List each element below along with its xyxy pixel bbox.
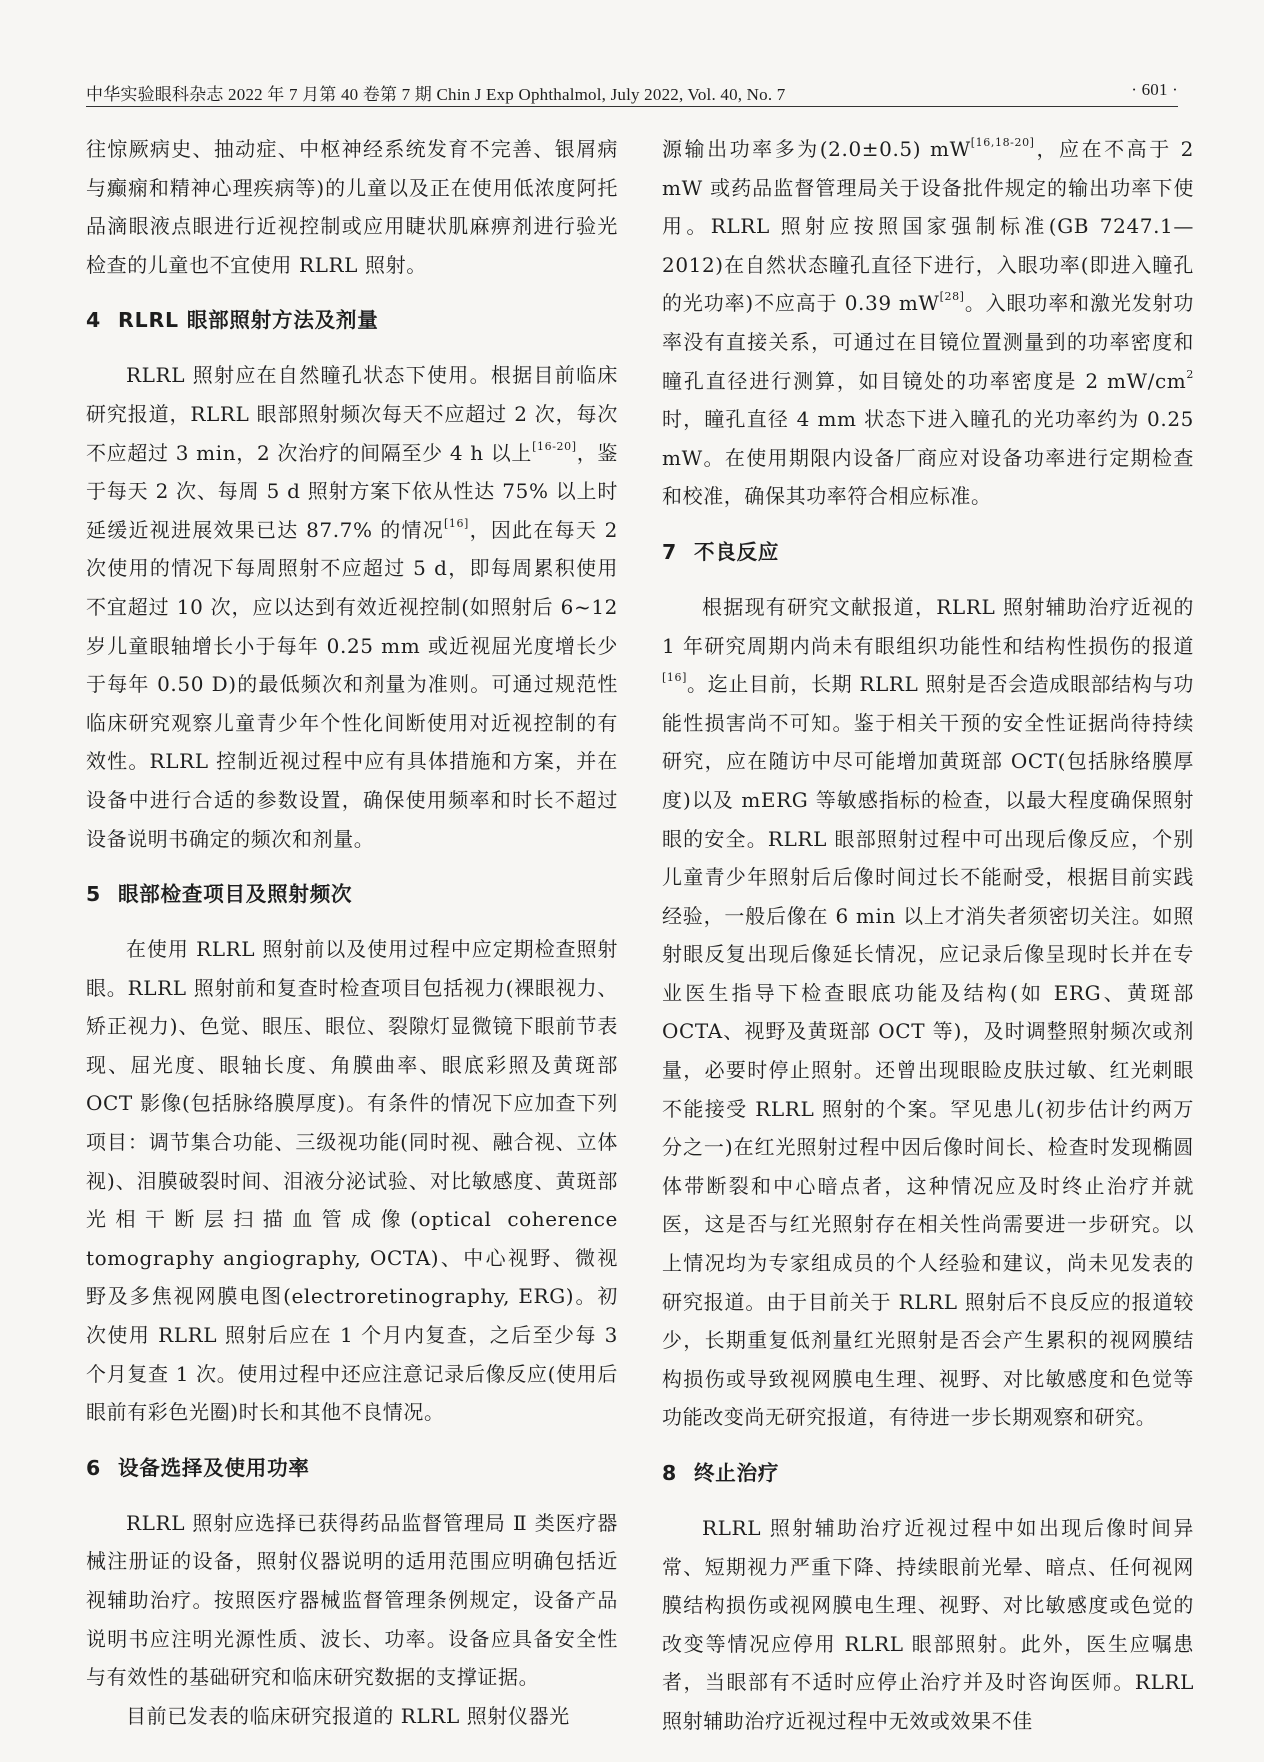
citation-ref: [16] <box>443 516 469 530</box>
paragraph-dosage: RLRL 照射应在自然瞳孔状态下使用。根据目前临床研究报道，RLRL 眼部照射频次每天不应超过 2 次，每次不应超过 3 min，2 次治疗的间隔至少 4 h 以上[16-20]，鉴于每天 2 次、每周 5 d 照射方案下依从性达 75% 以上时延缓近视进展效果已达 87.7% 的情况[16]，因此在每天 2 次使用的情况下每周照射不应超过 5 d，即每周累积使用不宜超过 10 次，应以达到有效近视控制(如照射后 6~12 岁儿童眼轴增长小于每年 0.25 mm 或近视屈光度增长少于每年 0.50 D)的最低频次和剂量为准则。可通过规范性临床研究观察儿童青少年个性化间断使用对近视控制的有效性。RLRL 控制近视过程中应有具体措施和方案，并在设备中进行合适的参数设置，确保使用频率和时长不超过设备说明书确定的频次和剂量。 <box>86 363 618 851</box>
section-title: RLRL 眼部照射方法及剂量 <box>118 308 379 333</box>
section-number: 8 <box>662 1461 678 1485</box>
right-column <box>662 130 1194 1741</box>
paragraph-examinations: 在使用 RLRL 照射前以及使用过程中应定期检查照射眼。RLRL 照射前和复查时检查项目包括视力(裸眼视力、矫正视力)、色觉、眼压、眼位、裂隙灯显微镜下眼前节表现、屈光度、眼轴长度、角膜曲率、眼底彩照及黄斑部 OCT 影像(包括脉络膜厚度)。有条件的情况下应加查下列项目：调节集合功能、三级视功能(同时视、融合视、立体视)、泪膜破裂时间、泪液分泌试验、对比敏感度、黄斑部光相干断层扫描血管成像(optical coherence tomography angiography, OCTA)、中心视野、微视野及多焦视网膜电图(electroretinography, ERG)。初次使用 RLRL 照射后应在 1 个月内复查，之后至少每 3 个月复查 1 次。使用过程中还应注意记录后像反应(使用后眼前有彩色光圈)时长和其他不良情况。 <box>86 937 618 1425</box>
section-7-heading <box>662 538 1194 566</box>
section-8-heading <box>662 1459 1194 1487</box>
running-header <box>86 78 1178 107</box>
superscript-exponent: 2 <box>1186 367 1194 381</box>
section-title: 眼部检查项目及照射频次 <box>118 882 353 907</box>
section-4-heading <box>86 306 618 334</box>
section-number: 4 <box>86 308 102 333</box>
page-number: · 601 · <box>1131 80 1178 99</box>
left-column <box>86 130 618 1735</box>
section-6-heading <box>86 1454 618 1482</box>
journal-citation: 中华实验眼科杂志 2022 年 7 月第 40 卷第 7 期 Chin J Exp Ophthalmol, July 2022, Vol. 40, No. 7 <box>86 85 786 104</box>
citation-ref: [16,18-20] <box>970 136 1035 149</box>
paragraph-device-power-start: 目前已发表的临床研究报道的 RLRL 照射仪器光 <box>126 1703 570 1728</box>
paragraph-contraindications-end: 往惊厥病史、抽动症、中枢神经系统发育不完善、银屑病与癫痫和精神心理疾病等)的儿童以及正在使用低浓度阿托品滴眼液点眼进行近视控制或应用睫状肌麻痹剂进行验光检查的儿童也不宜使用 RLRL 照射。 <box>86 137 618 277</box>
section-title: 终止治疗 <box>694 1461 780 1485</box>
section-5-heading <box>86 880 618 908</box>
paragraph-adverse-reactions: 根据现有研究文献报道，RLRL 照射辅助治疗近视的 1 年研究周期内尚未有眼组织功能性和结构性损伤的报道[16]。迄止目前，长期 RLRL 照射是否会造成眼部结构与功能性损害尚不可知。鉴于相关干预的安全性证据尚待持续研究，应在随访中尽可能增加黄斑部 OCT(包括脉络膜厚度)以及 mERG 等敏感指标的检查，以最大程度确保照射眼的安全。RLRL 眼部照射过程中可出现后像反应，个别儿童青少年照射后后像时间过长不能耐受，根据目前实践经验，一般后像在 6 min 以上才消失者须密切关注。如照射眼反复出现后像延长情况，应记录后像呈现时长并在专业医生指导下检查眼底功能及结构(如 ERG、黄斑部 OCTA、视野及黄斑部 OCT 等)，及时调整照射频次或剂量，必要时停止照射。还曾出现眼睑皮肤过敏、红光刺眼不能接受 RLRL 照射的个案。罕见患儿(初步估计约两万分之一)在红光照射过程中因后像时间长、检查时发现椭圆体带断裂和中心暗点者，这种情况应及时终止治疗并就医，这是否与红光照射存在相关性尚需要进一步研究。以上情况均为专家组成员的个人经验和建议，尚未见发表的研究报道。由于目前关于 RLRL 照射后不良反应的报道较少，长期重复低剂量红光照射是否会产生累积的视网膜结构损伤或导致视网膜电生理、视野、对比敏感度和色觉等功能改变尚无研究报道，有待进一步长期观察和研究。 <box>662 594 1194 1430</box>
section-title: 不良反应 <box>694 539 780 564</box>
section-number: 5 <box>86 882 102 907</box>
paragraph-device-power-cont: 源输出功率多为(2.0±0.5) mW[16,18-20]，应在不高于 2 mW 或药品监督管理局关于设备批件规定的输出功率下使用。RLRL 照射应按照国家强制标准(GB 7247.1—2012)在自然状态瞳孔直径下进行，入眼功率(即进入瞳孔的光功率)不应高于 0.39 mW[28]。入眼功率和激光发射功率没有直接关系，可通过在目镜位置测量到的功率密度和瞳孔直径进行测算，如目镜处的功率密度是 2 mW/cm$^2$ 时，瞳孔直径 4 mm 状态下进入瞳孔的光功率约为 0.25 mW。在使用期限内设备厂商应对设备功率进行定期检查和校准，确保其功率符合相应标准。 <box>662 136 1194 509</box>
citation-ref: [16] <box>662 671 687 685</box>
section-number: 6 <box>86 1455 102 1480</box>
section-title: 设备选择及使用功率 <box>118 1455 310 1480</box>
paragraph-termination: RLRL 照射辅助治疗近视过程中如出现后像时间异常、短期视力严重下降、持续眼前光晕、暗点、任何视网膜结构损伤或视网膜电生理、视野、对比敏感度或色觉的改变等情况应停用 RLRL 眼部照射。此外，医生应嘱患者，当眼部有不适时应停止治疗并及时咨询医师。RLRL 照射辅助治疗近视过程中无效或效果不佳 <box>662 1516 1194 1733</box>
citation-ref: [28] <box>939 290 965 304</box>
citation-ref: [16-20] <box>532 439 577 453</box>
paragraph-device-selection: RLRL 照射应选择已获得药品监督管理局 Ⅱ 类医疗器械注册证的设备，照射仪器说明的适用范围应明确包括近视辅助治疗。按照医疗器械监督管理条例规定，设备产品说明书应注明光源性质、波长、功率。设备应具备安全性与有效性的基础研究和临床研究数据的支撑证据。 <box>86 1510 618 1690</box>
section-number: 7 <box>662 539 678 564</box>
